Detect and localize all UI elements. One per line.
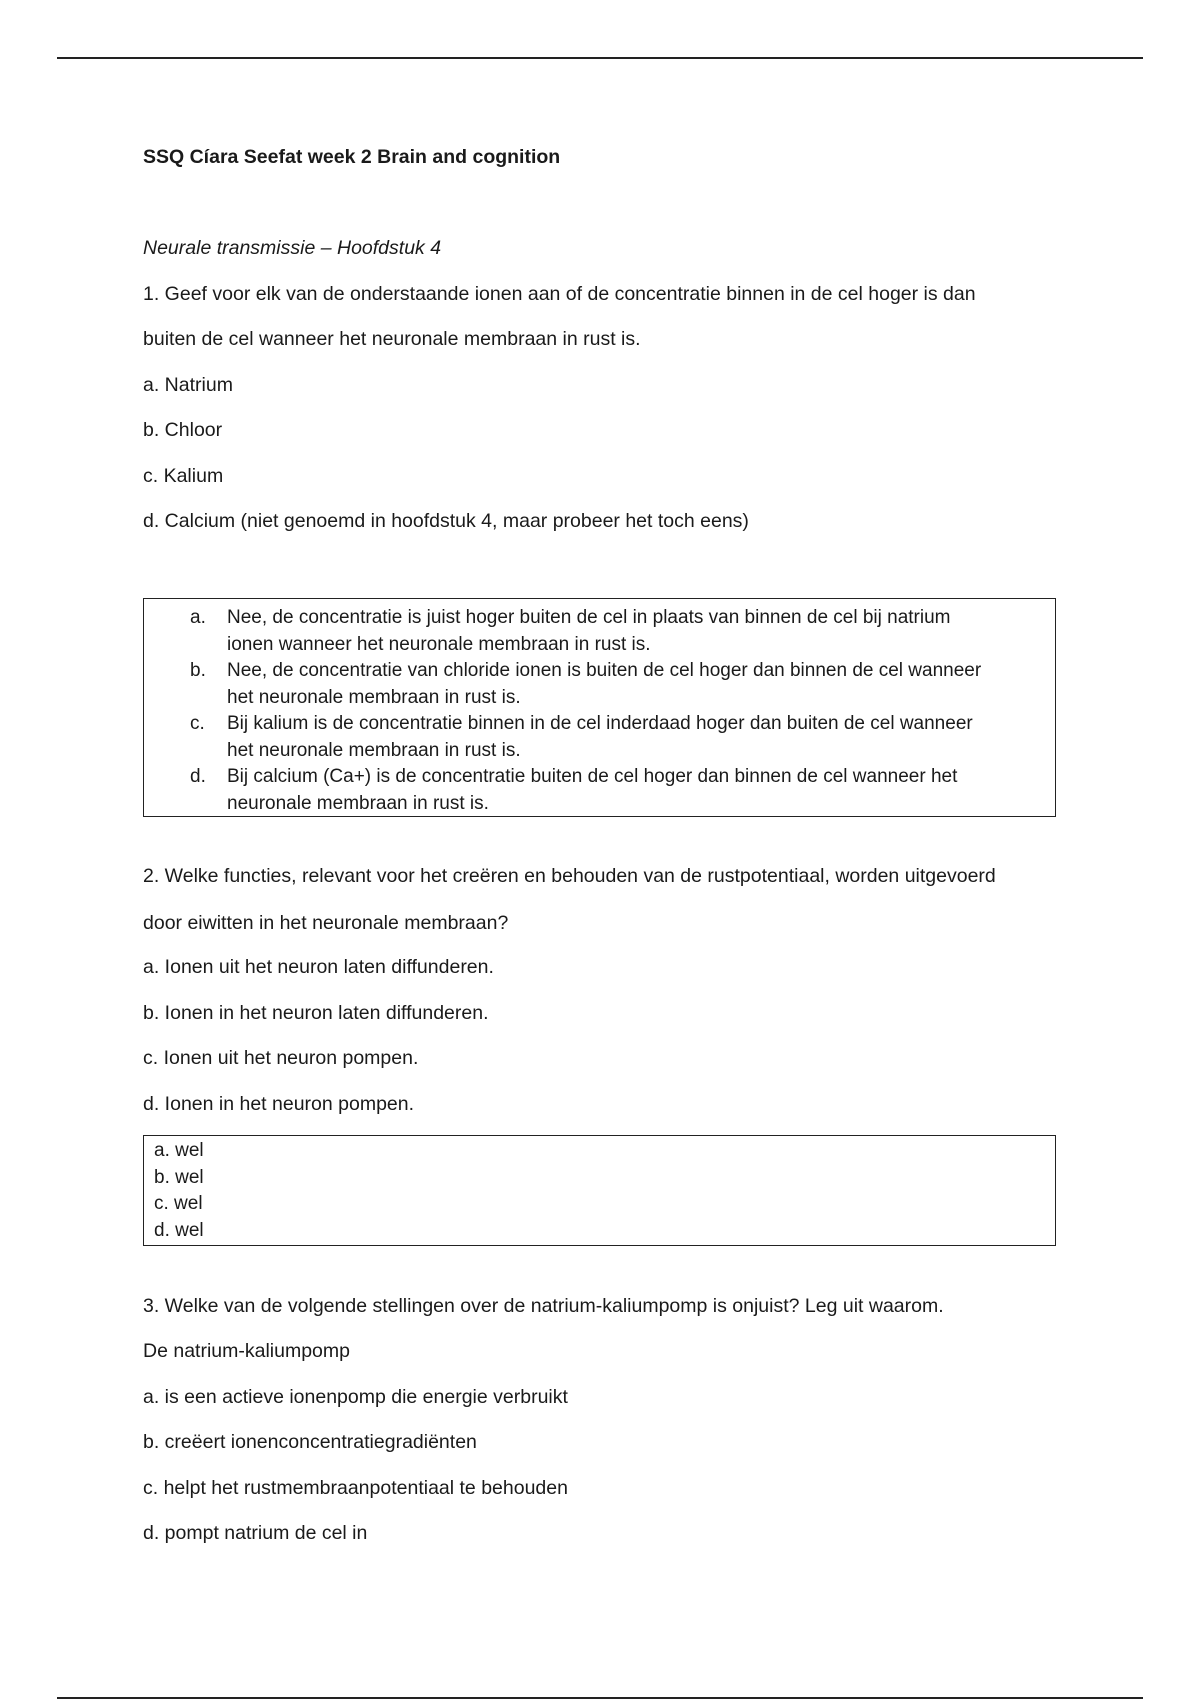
q2-option-a: a. Ionen uit het neuron laten diffunderen.: [143, 956, 494, 978]
q1-answer-a-line-2: ionen wanneer het neuronale membraan in rust is.: [227, 633, 651, 655]
q1-answer-a-marker: a.: [190, 607, 206, 628]
q1-question-line-1: 1. Geef voor elk van de onderstaande ionen aan of de concentratie binnen in de cel hoger is dan: [143, 283, 976, 305]
q3-stem: De natrium-kaliumpomp: [143, 1340, 350, 1362]
q1-answer-b-line-1: Nee, de concentratie van chloride ionen is buiten de cel hoger dan binnen de cel wanneer: [227, 660, 982, 681]
q2-option-d: d. Ionen in het neuron pompen.: [143, 1093, 415, 1115]
q2-answer-c: c. wel: [154, 1193, 203, 1214]
q3-option-a: a. is een actieve ionenpomp die energie verbruikt: [143, 1386, 568, 1408]
q1-answer-b-line-2: het neuronale membraan in rust is.: [227, 686, 521, 708]
q1-option-c: c. Kalium: [143, 465, 224, 487]
q1-answer-c-marker: c.: [190, 713, 205, 734]
q1-answer-c: [144, 711, 1037, 764]
q3-option-d: d. pompt natrium de cel in: [143, 1522, 368, 1544]
q2-answer-a: a. wel: [154, 1140, 204, 1161]
q2-option-c: c. Ionen uit het neuron pompen.: [143, 1047, 419, 1069]
q1-answer-c-line-1: Bij kalium is de concentratie binnen in de cel inderdaad hoger dan buiten de cel wanneer: [227, 713, 973, 734]
q1-answer-d-line-2: neuronale membraan in rust is.: [227, 792, 489, 814]
q1-option-b: b. Chloor: [143, 419, 223, 441]
q2-answer-d: d. wel: [154, 1219, 204, 1241]
q1-question-line-2: buiten de cel wanneer het neuronale membraan in rust is.: [143, 328, 641, 350]
q1-option-a: a. Natrium: [143, 374, 233, 396]
q1-answer-box: [143, 598, 1056, 817]
top-rule: [57, 57, 1143, 59]
q1-answer-list: [144, 599, 1055, 817]
q1-answer-d-marker: d.: [190, 766, 206, 787]
q1-option-d: d. Calcium (niet genoemd in hoofdstuk 4, maar probeer het toch eens): [143, 510, 749, 532]
q1-answer-d-line-1: Bij calcium (Ca+) is de concentratie buiten de cel hoger dan binnen de cel wanneer het: [227, 766, 958, 787]
q2-question-line-1: 2. Welke functies, relevant voor het creëren en behouden van de rustpotentiaal, worden uitgevoerd: [143, 865, 996, 887]
q1-answer-a: [144, 605, 1037, 658]
q2-answer-box: [143, 1135, 1056, 1246]
q1-answer-b-marker: b.: [190, 660, 206, 681]
q3-question: 3. Welke van de volgende stellingen over de natrium-kaliumpomp is onjuist? Leg uit waarom.: [143, 1295, 944, 1317]
q1-answer-b: [144, 658, 1037, 711]
section-subtitle: Neurale transmissie – Hoofdstuk 4: [143, 237, 442, 259]
q2-question-line-2: door eiwitten in het neuronale membraan?: [143, 912, 509, 934]
q1-answer-d: [144, 764, 1037, 817]
q1-answer-c-line-2: het neuronale membraan in rust is.: [227, 739, 521, 761]
bottom-rule: [57, 1697, 1143, 1699]
q2-option-b: b. Ionen in het neuron laten diffunderen.: [143, 1002, 489, 1024]
q3-option-c: c. helpt het rustmembraanpotentiaal te behouden: [143, 1477, 568, 1499]
q2-answer-b: b. wel: [154, 1166, 204, 1188]
document-title: SSQ Cíara Seefat week 2 Brain and cognition: [143, 146, 561, 168]
q1-answer-a-line-1: Nee, de concentratie is juist hoger buiten de cel in plaats van binnen de cel bij natrium: [227, 607, 951, 628]
q3-option-b: b. creëert ionenconcentratiegradiënten: [143, 1431, 477, 1453]
